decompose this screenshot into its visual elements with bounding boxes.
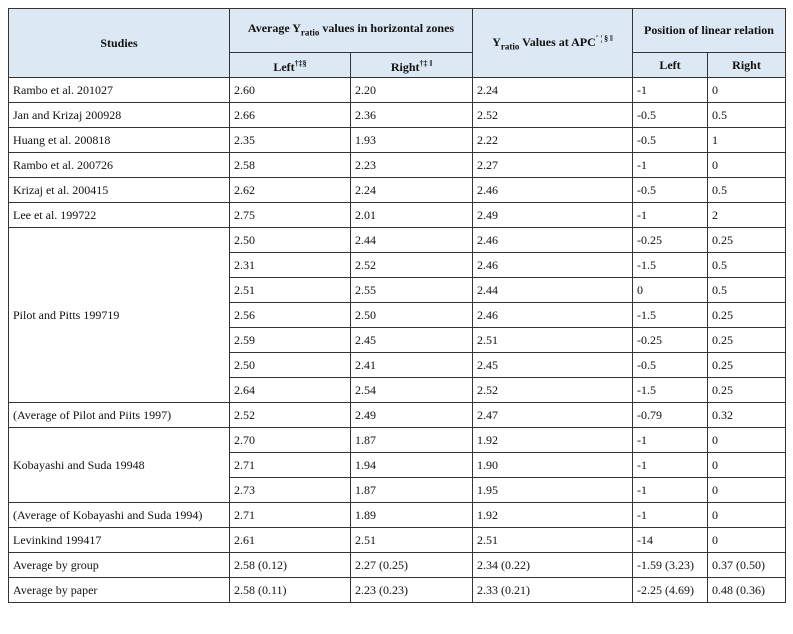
left-cell: 2.71 [230,453,351,478]
table-container [8,8,786,603]
left-cell: 2.61 [230,528,351,553]
left-cell: 2.50 [230,228,351,253]
left-cell: 2.64 [230,378,351,403]
right-cell: 2.23 (0.23) [351,578,473,603]
table-row [9,428,786,453]
study-cell: Average by paper [9,578,230,603]
apc-cell: 2.22 [473,128,633,153]
study-cell: (Average of Kobayashi and Suda 1994) [9,503,230,528]
table-row [9,103,786,128]
position-right-cell: 0.5 [708,178,786,203]
position-left-cell: -2.25 (4.69) [633,578,708,603]
table-row-average [9,403,786,428]
apc-cell: 2.52 [473,378,633,403]
yratio-table [8,8,786,603]
study-cell: Average by group [9,553,230,578]
header-position-right: Right [708,53,786,78]
study-cell: Levinkind 199417 [9,528,230,553]
position-left-cell: -1 [633,478,708,503]
right-cell: 2.24 [351,178,473,203]
study-cell: Jan and Krizaj 200928 [9,103,230,128]
right-cell: 2.44 [351,228,473,253]
apc-cell: 2.45 [473,353,633,378]
position-left-cell: -0.5 [633,103,708,128]
position-right-cell: 0.25 [708,353,786,378]
right-cell: 2.55 [351,278,473,303]
position-right-cell: 0 [708,78,786,103]
study-cell: (Average of Pilot and Piits 1997) [9,403,230,428]
table-row [9,228,786,253]
right-cell: 1.93 [351,128,473,153]
position-left-cell: -1.5 [633,378,708,403]
position-left-cell: -1.5 [633,303,708,328]
right-cell: 2.51 [351,528,473,553]
study-cell: Rambo et al. 200726 [9,153,230,178]
header-studies: Studies [9,9,230,78]
position-left-cell: -0.25 [633,228,708,253]
position-left-cell: -0.79 [633,403,708,428]
study-cell: Rambo et al. 201027 [9,78,230,103]
position-left-cell: -0.5 [633,128,708,153]
position-right-cell: 0.25 [708,328,786,353]
position-right-cell: 0.25 [708,303,786,328]
right-cell: 2.49 [351,403,473,428]
header-right: Right†‡ ‖ [351,53,473,78]
right-cell: 2.01 [351,203,473,228]
header-left: Left†‡§ [230,53,351,78]
apc-cell: 2.44 [473,278,633,303]
position-left-cell: -0.25 [633,328,708,353]
apc-cell: 1.92 [473,503,633,528]
right-cell: 2.27 (0.25) [351,553,473,578]
left-cell: 2.50 [230,353,351,378]
position-left-cell: -1 [633,428,708,453]
position-left-cell: -1 [633,203,708,228]
right-cell: 2.36 [351,103,473,128]
left-cell: 2.31 [230,253,351,278]
right-cell: 2.50 [351,303,473,328]
table-row [9,178,786,203]
table-row [9,528,786,553]
left-cell: 2.56 [230,303,351,328]
apc-cell: 1.95 [473,478,633,503]
header-position-linear: Position of linear relation [633,9,786,53]
position-right-cell: 0 [708,428,786,453]
apc-cell: 2.46 [473,178,633,203]
left-cell: 2.71 [230,503,351,528]
apc-cell: 2.51 [473,528,633,553]
apc-cell: 1.92 [473,428,633,453]
position-right-cell: 0.5 [708,278,786,303]
table-row-average-paper [9,578,786,603]
left-cell: 2.58 (0.11) [230,578,351,603]
position-right-cell: 0.37 (0.50) [708,553,786,578]
table-row [9,128,786,153]
position-left-cell: -1 [633,78,708,103]
apc-cell: 2.46 [473,303,633,328]
left-cell: 2.73 [230,478,351,503]
position-right-cell: 2 [708,203,786,228]
position-right-cell: 0 [708,453,786,478]
right-cell: 2.54 [351,378,473,403]
position-left-cell: -0.5 [633,353,708,378]
right-cell: 2.52 [351,253,473,278]
header-yratio-apc: $Y_{ratio}$ Values at APC¨ ¦ § ‖ [473,9,633,78]
left-cell: 2.70 [230,428,351,453]
table-row-average-group [9,553,786,578]
left-cell: 2.51 [230,278,351,303]
study-cell: Krizaj et al. 200415 [9,178,230,203]
position-left-cell: -1 [633,503,708,528]
position-right-cell: 0.32 [708,403,786,428]
left-cell: 2.59 [230,328,351,353]
study-cell: Huang et al. 200818 [9,128,230,153]
apc-cell: 2.49 [473,203,633,228]
right-cell: 1.89 [351,503,473,528]
position-left-cell: -14 [633,528,708,553]
position-right-cell: 0.5 [708,103,786,128]
apc-cell: 2.33 (0.21) [473,578,633,603]
position-left-cell: -1 [633,153,708,178]
apc-cell: 2.24 [473,78,633,103]
right-cell: 1.94 [351,453,473,478]
position-left-cell: 0 [633,278,708,303]
position-left-cell: -1.59 (3.23) [633,553,708,578]
left-cell: 2.58 (0.12) [230,553,351,578]
position-left-cell: -0.5 [633,178,708,203]
apc-cell: 2.46 [473,253,633,278]
right-cell: 2.23 [351,153,473,178]
apc-cell: 2.47 [473,403,633,428]
position-right-cell: 0 [708,503,786,528]
position-right-cell: 0.5 [708,253,786,278]
position-right-cell: 0 [708,478,786,503]
left-cell: 2.62 [230,178,351,203]
header-position-left: Left [633,53,708,78]
left-cell: 2.66 [230,103,351,128]
header-average-yratio: Average $Y_{ratio}$ values in horizontal zones [230,9,473,53]
left-cell: 2.52 [230,403,351,428]
left-cell: 2.75 [230,203,351,228]
position-left-cell: -1.5 [633,253,708,278]
table-row [9,203,786,228]
apc-cell: 2.51 [473,328,633,353]
position-right-cell: 0.48 (0.36) [708,578,786,603]
right-cell: 2.20 [351,78,473,103]
position-right-cell: 0.25 [708,378,786,403]
position-left-cell: -1 [633,453,708,478]
left-cell: 2.60 [230,78,351,103]
left-cell: 2.58 [230,153,351,178]
right-cell: 1.87 [351,428,473,453]
position-right-cell: 0 [708,528,786,553]
apc-cell: 1.90 [473,453,633,478]
apc-cell: 2.46 [473,228,633,253]
table-row [9,78,786,103]
left-cell: 2.35 [230,128,351,153]
table-row [9,153,786,178]
study-cell: Lee et al. 199722 [9,203,230,228]
position-right-cell: 0.25 [708,228,786,253]
right-cell: 2.45 [351,328,473,353]
right-cell: 1.87 [351,478,473,503]
apc-cell: 2.27 [473,153,633,178]
apc-cell: 2.34 (0.22) [473,553,633,578]
study-cell-pilot: Pilot and Pitts 199719 [9,228,230,403]
position-right-cell: 0 [708,153,786,178]
table-row-average [9,503,786,528]
right-cell: 2.41 [351,353,473,378]
position-right-cell: 1 [708,128,786,153]
study-cell-kobayashi: Kobayashi and Suda 19948 [9,428,230,503]
apc-cell: 2.52 [473,103,633,128]
